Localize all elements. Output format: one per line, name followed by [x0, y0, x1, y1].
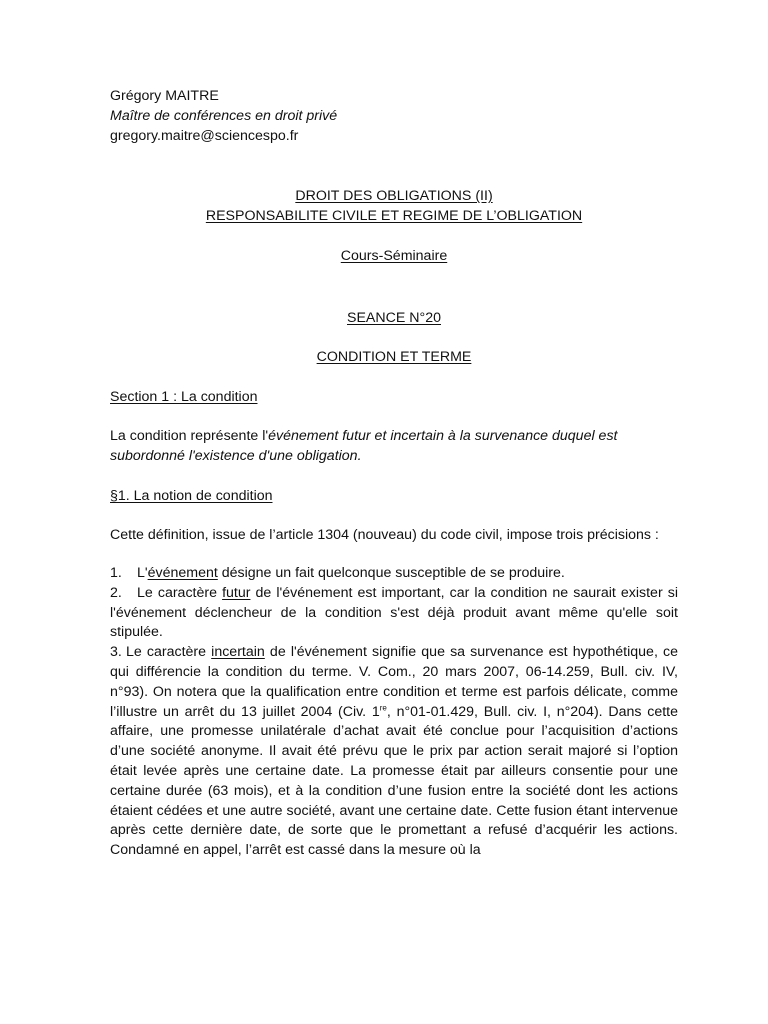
definition-verb: représente l': [186, 428, 269, 444]
item-number: 2.: [110, 584, 122, 601]
definition-text: événement futur et incertain à la survenance duquel est subordonné l'existence d'une obligation.: [110, 428, 618, 464]
definition-term: La condition: [110, 428, 187, 444]
author-name: Grégory MAITRE: [110, 88, 219, 104]
item-keyword: futur: [222, 584, 251, 601]
item-number: 3.: [110, 644, 122, 661]
item-number: 1.: [110, 565, 122, 581]
item-keyword: incertain: [211, 644, 265, 661]
author-email: gregory.maitre@sciencespo.fr: [110, 128, 299, 144]
item-keyword: événement: [147, 565, 218, 581]
course-title-block: [110, 186, 678, 226]
course-title-line1: DROIT DES OBLIGATIONS (II): [295, 188, 493, 204]
course-title-line2: RESPONSABILITE CIVILE ET REGIME DE L’OBLIGATION: [205, 208, 583, 224]
list-item: 2. Le caractère futur de l'événement est important, car la condition ne saurait exister si l'événement déclencheur de la condition s'est déjà produit avant même qu'elle soit stipulée.: [110, 584, 678, 641]
section-heading: Section 1 : La condition: [110, 389, 258, 405]
superscript-re: re: [379, 702, 387, 712]
list-item: 3. Le caractère incertain de l'événement signifie que sa survenance est hypothétique, ce qui différencie la condition du terme. V. Com., 20 mars 2007, 06-14.259, Bull. civ. IV, n°93). On notera que la qualification entre condition et terme est parfois délicate, comme l’illustre un arrêt du 13 juillet 2004 (Civ. 1re, n°01-01.429, Bull. civ. I, n°204). Dans cette affaire, une promesse unilatérale d’achat avait été conclue pour l’acquisition d’actions d’une société anonyme. Il avait été prévu que le prix par action serait majoré si l’option était levée après une certaine date. La promesse était par ailleurs consentie pour une certaine durée (63 mois), et à la condition d’une fusion entre la société dont les actions étaient cédées et une autre société, avant une certaine date. Cette fusion étant intervenue après cette dernière date, de sorte que le promettant a refusé d’acquérir les actions. Condamné en appel, l’arrêt est cassé dans la mesure où la: [110, 644, 678, 859]
session-number: SEANCE N°20: [347, 310, 441, 326]
list-item: 1. L'événement désigne un fait quelconque susceptible de se produire.: [110, 564, 678, 584]
definition-paragraph: [110, 426, 678, 466]
session-theme: CONDITION ET TERME: [316, 349, 472, 365]
course-type: Cours-Séminaire: [340, 248, 448, 264]
author-block: [110, 86, 678, 146]
intro-paragraph: Cette définition, issue de l’article 1304 (nouveau) du code civil, impose trois précisions :: [110, 527, 659, 543]
author-role: Maître de conférences en droit privé: [110, 108, 338, 124]
precision-list: [110, 564, 678, 861]
paragraph-heading: §1. La notion de condition: [110, 488, 273, 504]
